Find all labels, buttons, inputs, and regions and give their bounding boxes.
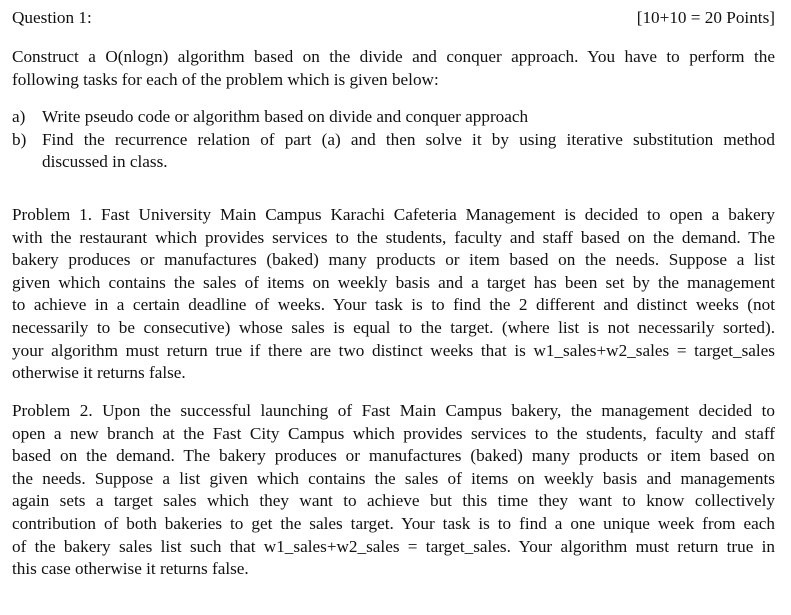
text-line: based on the demand. The bakery produces or manufactures (baked) many products or item based on (12, 446, 775, 466)
text-line: contribution of both bakeries to get the sales target. Your task is to find a one unique week from each (12, 513, 775, 533)
question-title: Question 1: (12, 8, 92, 27)
task-item-b (12, 129, 775, 174)
text-line: Find the recurrence relation of part (a) and then solve it by using iterative substitution method (42, 129, 775, 149)
task-list (12, 106, 775, 174)
text-line: to achieve in a certain deadline of weeks. Your task is to find the 2 different and distinct weeks (not (12, 295, 775, 315)
question-header (12, 6, 775, 30)
text-line: again sets a target sales which they want to achieve but this time they want to know collectively (12, 491, 775, 511)
text-line: Write pseudo code or algorithm based on divide and conquer approach (42, 107, 529, 126)
question-points: [10+10 = 20 Points] (636, 8, 775, 27)
text-line: your algorithm must return true if there are two distinct weeks that is w1_sales+w2_sales = target_sales (12, 340, 775, 360)
text-line: Problem 2. Upon the successful launching of Fast Main Campus bakery, the management decided to (12, 401, 775, 420)
task-label: a) (12, 107, 26, 126)
text-line: following tasks for each of the problem which is given below: (12, 69, 439, 89)
text-line: of the bakery sales list such that w1_sales+w2_sales = target_sales. Your algorithm must return true in (12, 536, 775, 556)
text-line: Problem 1. Fast University Main Campus Karachi Cafeteria Management is decided to open a bakery (12, 205, 775, 224)
text-line: the needs. Suppose a list given which contains the sales of items on weekly basis and managements (12, 468, 775, 488)
intro-paragraph (12, 46, 775, 91)
problem-2-paragraph (12, 400, 775, 581)
text-line: open a new branch at the Fast City Campus which provides services to the students, faculty and staff (12, 423, 775, 443)
text-line: discussed in class. (42, 152, 168, 172)
text-line: given which contains the sales of items on weekly basis and a target has been set by the management (12, 272, 775, 292)
task-item-a (12, 106, 775, 129)
text-line: bakery produces or manufactures (baked) many products or item based on the needs. Suppose a list (12, 250, 775, 270)
task-label: b) (12, 129, 27, 149)
text-line: Construct a O(nlogn) algorithm based on the divide and conquer approach. You have to perform the (12, 47, 775, 66)
problem-1-paragraph (12, 204, 775, 385)
text-line: otherwise it returns false. (12, 363, 186, 383)
text-line: necessarily to be consecutive) whose sales is equal to the target. (where list is not necessarily sorted). (12, 317, 775, 337)
text-line: with the restaurant which provides services to the students, faculty and staff based on the demand. The (12, 227, 775, 247)
text-line: this case otherwise it returns false. (12, 559, 249, 579)
